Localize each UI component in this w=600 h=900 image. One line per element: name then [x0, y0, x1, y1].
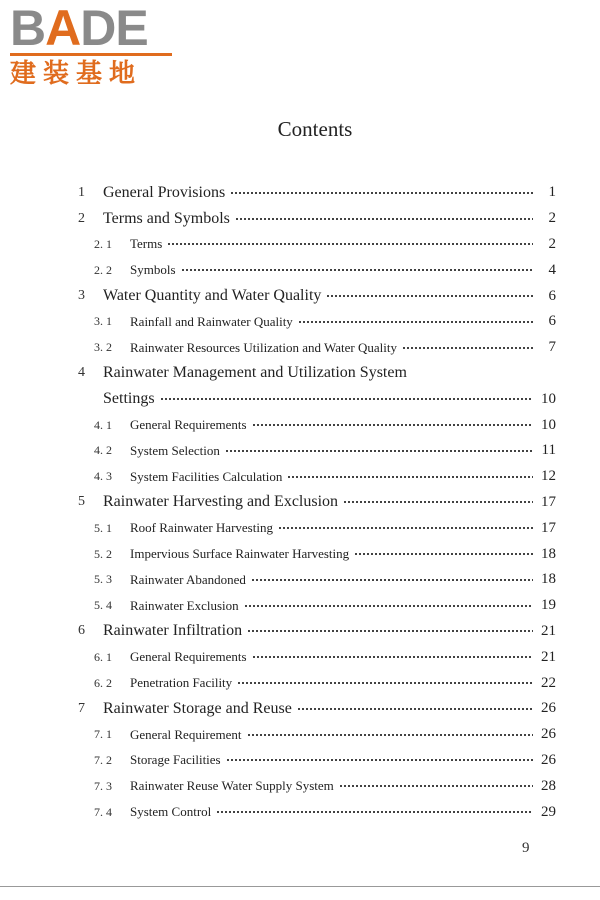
toc-entry-page: 17	[541, 493, 556, 510]
toc-entry-page: 6	[548, 287, 556, 304]
toc-entry-number: 7. 2	[94, 752, 112, 767]
dot-leader	[226, 759, 533, 761]
toc-entry[interactable]	[78, 283, 556, 309]
logo-chinese-text: 建装基地	[10, 59, 143, 89]
logo-wordmark	[10, 0, 180, 56]
toc-entry-page: 19	[541, 597, 556, 614]
toc-entry-title: Rainwater Storage and Reuse	[103, 699, 292, 717]
toc-entry-number: 5. 3	[94, 572, 112, 587]
toc-entry-title: Rainwater Infiltration	[103, 622, 243, 640]
toc-entry-number: 4. 1	[94, 417, 112, 432]
toc-entry-page: 2	[548, 235, 556, 252]
toc-entry[interactable]	[78, 515, 556, 541]
toc-entry-page: 6	[548, 313, 556, 330]
toc-entry-page: 28	[541, 777, 556, 794]
toc-entry-title: Rainwater Reuse Water Supply System	[130, 778, 334, 794]
toc-entry-title: System Control	[130, 804, 212, 820]
toc-entry-page: 18	[541, 571, 556, 588]
toc-entry[interactable]	[78, 619, 556, 645]
toc-entry-number: 4. 3	[94, 469, 112, 484]
toc-entry[interactable]	[78, 670, 556, 696]
toc-entry-title: Penetration Facility	[130, 675, 233, 691]
toc-entry-page: 26	[541, 751, 556, 768]
toc-entry[interactable]	[78, 180, 556, 206]
toc-entry-number: 2. 1	[94, 236, 112, 251]
dot-leader	[235, 218, 533, 220]
dot-leader	[354, 553, 533, 555]
toc-entry-number: 7. 3	[94, 778, 112, 793]
toc-entry-number: 6. 2	[94, 675, 112, 690]
dot-leader	[326, 295, 533, 297]
toc-entry-title: Water Quantity and Water Quality	[103, 287, 322, 305]
dot-leader	[225, 450, 533, 452]
toc-entry[interactable]	[78, 464, 556, 490]
dot-leader	[216, 811, 533, 813]
toc-entry-number: 1	[78, 184, 85, 200]
dot-leader	[278, 527, 533, 529]
dot-leader	[181, 269, 533, 271]
toc-entry[interactable]	[78, 438, 556, 464]
dot-leader	[339, 785, 533, 787]
toc-entry-page: 11	[541, 442, 556, 459]
dot-leader	[247, 630, 533, 632]
dot-leader	[247, 734, 533, 736]
toc-entry-page: 4	[548, 261, 556, 278]
toc-entry[interactable]	[78, 773, 556, 799]
toc-entry-number: 5. 1	[94, 520, 112, 535]
dot-leader	[167, 243, 533, 245]
dot-leader	[237, 682, 533, 684]
toc-entry-number: 7. 1	[94, 727, 112, 742]
toc-entry-number: 2. 2	[94, 262, 112, 277]
toc-entry-number: 2	[78, 210, 85, 226]
dot-leader	[251, 579, 533, 581]
toc-entry[interactable]	[78, 335, 556, 361]
toc-entry[interactable]	[78, 490, 556, 516]
toc-entry-page: 21	[541, 622, 556, 639]
toc-entry-page: 18	[541, 545, 556, 562]
toc-entry-title: System Facilities Calculation	[130, 468, 283, 484]
toc-entry-number: 7. 4	[94, 804, 112, 819]
toc-entry-number: 5	[78, 494, 85, 510]
toc-entry-number: 5. 2	[94, 546, 112, 561]
toc-entry-title: Rainfall and Rainwater Quality	[130, 313, 293, 329]
toc-entry-number: 6	[78, 623, 85, 639]
toc-entry[interactable]	[78, 361, 556, 387]
toc-entry-title: General Provisions	[103, 183, 226, 201]
logo-letters-de: DE	[80, 0, 148, 56]
toc-entry[interactable]	[78, 722, 556, 748]
toc-entry-number: 7	[78, 700, 85, 716]
toc-entry-number: 6. 1	[94, 649, 112, 664]
dot-leader	[252, 656, 533, 658]
toc-entry-number: 3. 2	[94, 340, 112, 355]
bottom-divider	[0, 886, 600, 887]
table-of-contents	[78, 180, 556, 825]
toc-entry-page: 12	[541, 468, 556, 485]
toc-entry-page: 21	[541, 648, 556, 665]
toc-entry[interactable]	[78, 644, 556, 670]
logo-letter-b: B	[10, 0, 46, 56]
toc-entry[interactable]	[78, 232, 556, 258]
dot-leader	[230, 192, 533, 194]
dot-leader	[252, 424, 533, 426]
toc-entry-page: 2	[548, 210, 556, 227]
toc-entry[interactable]	[78, 309, 556, 335]
toc-entry-number: 5. 4	[94, 598, 112, 613]
toc-entry-title: Rainwater Abandoned	[130, 571, 246, 587]
toc-entry-page: 29	[541, 803, 556, 820]
toc-entry-title: General Requirements	[130, 649, 247, 665]
toc-entry-title: Storage Facilities	[130, 752, 221, 768]
toc-entry-title: Terms	[130, 236, 163, 252]
toc-entry-title: Settings	[103, 390, 155, 408]
toc-entry-title: General Requirements	[130, 417, 247, 433]
toc-entry-page: 26	[541, 726, 556, 743]
toc-entry-title: Roof Rainwater Harvesting	[130, 520, 273, 536]
toc-entry-number: 3	[78, 288, 85, 304]
dot-leader	[160, 398, 533, 400]
toc-entry[interactable]	[78, 567, 556, 593]
toc-entry[interactable]	[78, 386, 556, 412]
toc-entry[interactable]	[78, 593, 556, 619]
toc-entry-title: Terms and Symbols	[103, 209, 230, 227]
dot-leader	[297, 708, 533, 710]
toc-entry-title: Rainwater Harvesting and Exclusion	[103, 493, 339, 511]
toc-entry-title: Rainwater Resources Utilization and Water Quality	[130, 339, 397, 355]
toc-entry-number: 3. 1	[94, 314, 112, 329]
toc-entry-page: 7	[548, 339, 556, 356]
dot-leader	[287, 476, 533, 478]
toc-entry-page: 17	[541, 519, 556, 536]
toc-entry[interactable]	[78, 412, 556, 438]
toc-entry-page: 10	[541, 416, 556, 433]
toc-entry[interactable]	[78, 696, 556, 722]
page-number: 9	[522, 840, 530, 856]
dot-leader	[244, 605, 533, 607]
logo-letter-a: A	[45, 0, 81, 56]
toc-entry-page: 10	[541, 390, 556, 407]
toc-entry-page: 22	[541, 674, 556, 691]
toc-entry-title: General Requirement	[130, 726, 242, 742]
toc-entry[interactable]	[78, 206, 556, 232]
dot-leader	[298, 321, 533, 323]
toc-entry-page: 26	[541, 700, 556, 717]
bade-logo	[10, 0, 180, 89]
toc-entry-page: 1	[548, 184, 556, 201]
toc-entry-number: 4. 2	[94, 443, 112, 458]
toc-entry-title: System Selection	[130, 442, 220, 458]
toc-entry-title: Impervious Surface Rainwater Harvesting	[130, 546, 350, 562]
toc-entry[interactable]	[78, 257, 556, 283]
page-title: Contents	[277, 117, 353, 141]
toc-entry[interactable]	[78, 799, 556, 825]
dot-leader	[343, 501, 533, 503]
toc-entry-title: Rainwater Exclusion	[130, 597, 239, 613]
dot-leader	[402, 347, 533, 349]
toc-entry-number: 4	[78, 365, 85, 381]
toc-entry[interactable]	[78, 541, 556, 567]
toc-entry[interactable]	[78, 748, 556, 774]
toc-entry-title: Rainwater Management and Utilization System	[103, 364, 407, 382]
toc-entry-title: Symbols	[130, 262, 176, 278]
